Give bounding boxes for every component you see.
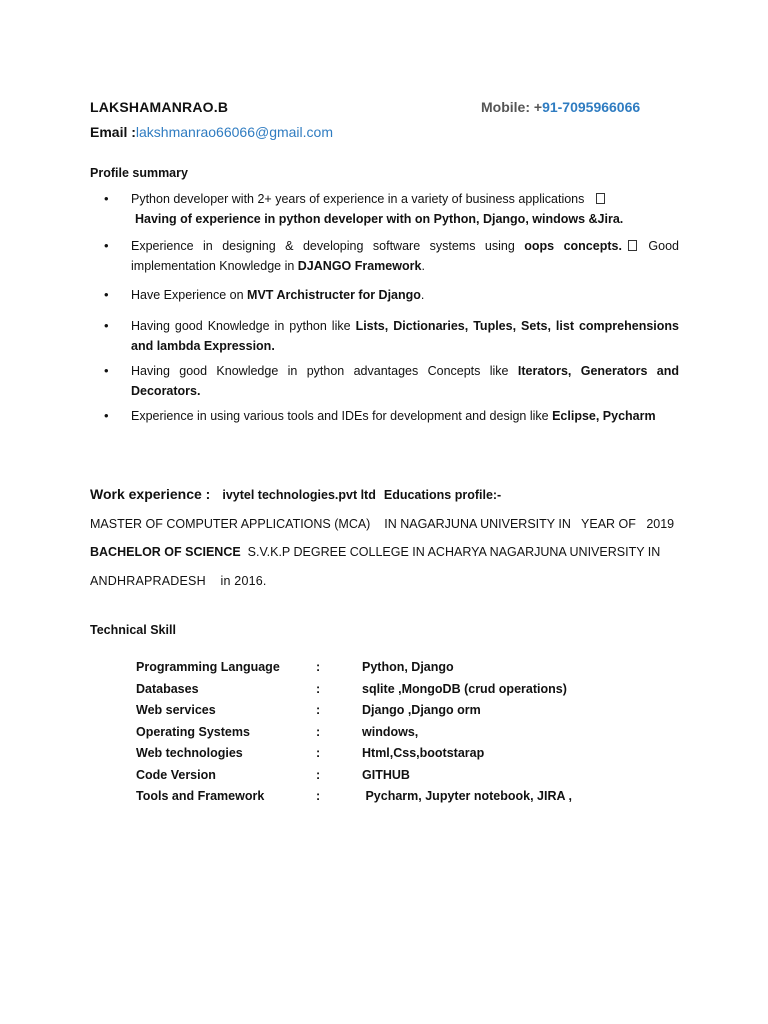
technical-skill-heading: Technical Skill [90, 623, 176, 637]
skill-separator: : [316, 703, 321, 717]
bullet-text-bold: Having of experience in python developer with on Python, Django, windows &Jira. [135, 212, 624, 226]
bullet-text: . [421, 259, 425, 273]
skill-value: GITHUB [362, 767, 410, 782]
bullet-text-bold: Lists, Dictionaries, Tuples, Sets, list comprehensions and lambda Expression. [131, 319, 679, 353]
education-location: ANDHRAPRADESH in 2016. [90, 574, 267, 588]
profile-summary-heading: Profile summary [90, 166, 188, 180]
skill-value: Pycharm, Jupyter notebook, JIRA , [362, 789, 573, 803]
skill-key: Web technologies [136, 746, 243, 760]
bullet-text: Good implementation Knowledge in [131, 239, 679, 273]
skill-row [136, 682, 636, 704]
skill-key: Code Version [136, 767, 216, 782]
bullet-text-bold: Iterators, Generators and Decorators. [131, 364, 679, 398]
email-address-link[interactable]: lakshmanrao66066@gmail.com [135, 124, 333, 140]
skill-separator: : [316, 724, 321, 739]
list-item [104, 316, 679, 356]
mobile-label: Mobile: + [481, 99, 543, 115]
skill-value: sqlite ,MongoDB (crud operations) [362, 681, 567, 696]
bullet-text-bold: Eclipse, Pycharm [552, 409, 656, 423]
profile-summary-list [104, 189, 679, 426]
candidate-name: LAKSHAMANRAO.B [90, 99, 229, 115]
skill-separator: : [316, 746, 321, 760]
bullet-text: Experience in using various tools and IDEs for development and design like [131, 409, 553, 423]
skill-row [136, 725, 636, 747]
bullet-text-bold: MVT Archistructer for Django [247, 288, 421, 302]
mobile-value: 91-7095966066 [542, 99, 641, 115]
mobile-number [481, 99, 640, 115]
bullet-text: Having good Knowledge in python like [131, 319, 356, 333]
bullet-text: Have Experience on [131, 288, 248, 302]
skill-key: Web services [136, 703, 216, 717]
work-experience-line [90, 486, 501, 502]
bullet-text: . [420, 288, 425, 302]
list-item [104, 285, 679, 305]
skill-key: Databases [136, 681, 199, 696]
bullet-text-bold: oops concepts. [524, 239, 622, 253]
list-item [104, 361, 679, 401]
skill-row [136, 703, 636, 725]
skill-key: Tools and Framework [136, 789, 265, 803]
skill-row [136, 746, 636, 768]
work-experience-heading: Work experience : [90, 486, 211, 502]
skill-key: Programming Language [136, 660, 280, 674]
list-item [104, 406, 679, 426]
email-label: Email : [90, 124, 136, 140]
college-name: S.V.K.P DEGREE COLLEGE IN ACHARYA NAGARJUNA UNIVERSITY IN [240, 545, 661, 559]
skill-value: Django ,Django orm [362, 703, 481, 717]
bullet-text: Python developer with 2+ years of experience in a variety of business applications [131, 192, 585, 206]
skill-value: Html,Css,bootstarap [362, 746, 485, 760]
skill-key: Operating Systems [136, 724, 250, 739]
education-bsc [90, 545, 660, 559]
skill-row [136, 789, 636, 811]
box-icon [628, 240, 637, 251]
skill-value: windows, [362, 724, 419, 739]
list-item [104, 236, 679, 276]
skill-separator: : [316, 767, 321, 782]
education-mca: MASTER OF COMPUTER APPLICATIONS (MCA) IN NAGARJUNA UNIVERSITY IN YEAR OF 2019 [90, 517, 675, 531]
list-item [104, 189, 679, 229]
box-icon [596, 193, 605, 204]
skill-row [136, 768, 636, 790]
bullet-text: Experience in designing & developing software systems using [131, 239, 525, 253]
email-line [90, 124, 333, 140]
bullet-text-bold: DJANGO Framework [297, 259, 422, 273]
skill-row [136, 660, 636, 682]
education-heading: Educations profile:- [383, 488, 502, 502]
skill-separator: : [316, 660, 321, 674]
degree-name: BACHELOR OF SCIENCE [90, 545, 241, 559]
skill-separator: : [316, 789, 321, 803]
skills-table [136, 660, 636, 811]
bullet-text: Having good Knowledge in python advantages Concepts like [131, 364, 518, 378]
company-name: ivytel technologies.pvt ltd [222, 488, 376, 502]
skill-separator: : [316, 681, 321, 696]
skill-value: Python, Django [362, 660, 454, 674]
